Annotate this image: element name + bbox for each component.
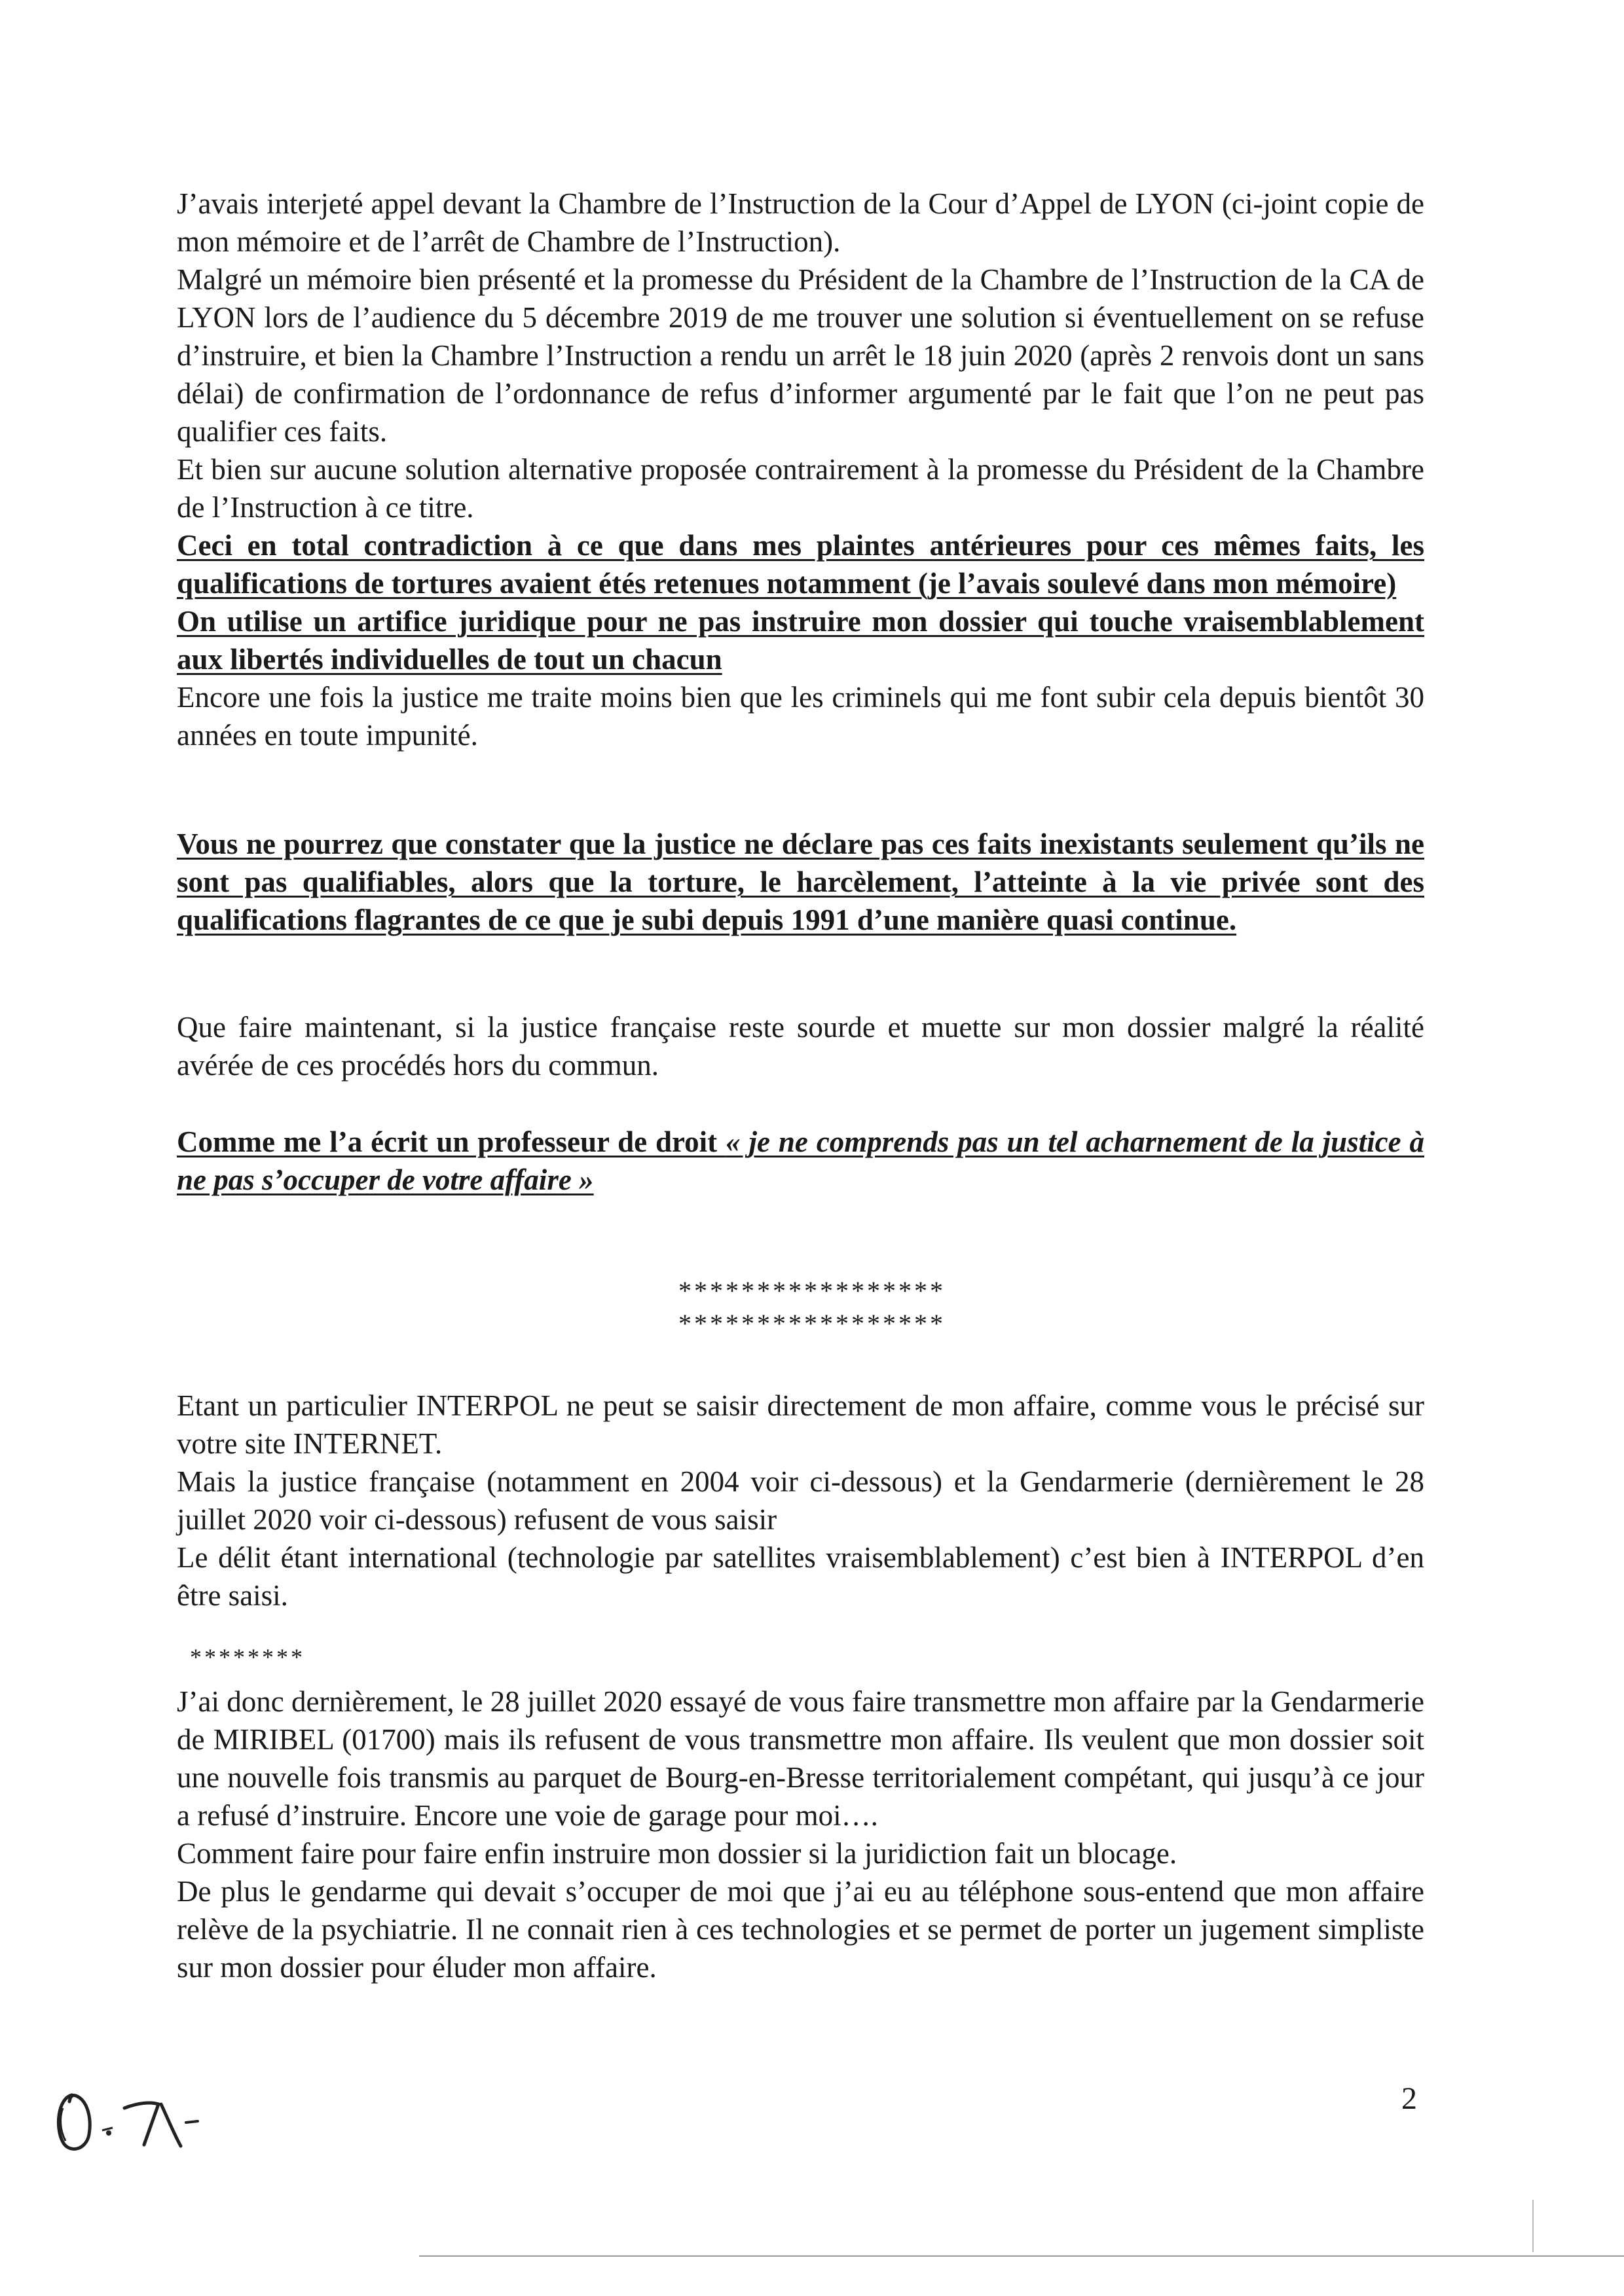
- separator-small-stars: ********: [190, 1644, 305, 1670]
- section-constat: [177, 825, 1424, 939]
- paragraph-professor-quote: [177, 1123, 1424, 1199]
- paragraph-blocage: Comment faire pour faire enfin instruire mon dossier si la juridiction fait un blocage.: [177, 1837, 1177, 1870]
- paragraph-que-faire: Que faire maintenant, si la justice française reste sourde et muette sur mon dossier malgré la réalité avérée de ces procédés hors du commun.: [177, 1011, 1424, 1082]
- paragraph-impunity: Encore une fois la justice me traite moins bien que les criminels qui me font subir cela depuis bientôt 30 années en toute impunité.: [177, 681, 1424, 752]
- paragraph-constat: Vous ne pourrez que constater que la justice ne déclare pas ces faits inexistants seulement qu’ils ne sont pas qualifiables, alors que la torture, le harcèlement, l’atteinte à la vie privée sont des qualifications flagrantes de ce que je subi depuis 1991 d’une manière quasi continue.: [177, 828, 1424, 936]
- paragraph-psychiatrie: De plus le gendarme qui devait s’occuper de moi que j’ai eu au téléphone sous-entend que mon affaire relève de la psychiatrie. Il ne connait rien à ces technologies et se permet de porter un jugement simpliste sur mon dossier pour éluder mon affaire.: [177, 1875, 1424, 1984]
- paragraph-international: Le délit étant international (technologie par satellites vraisemblablement) c’est bien à INTERPOL d’en être saisi.: [177, 1541, 1424, 1612]
- quote-text: « je ne comprends pas un tel acharnement de la justice à ne pas s’occuper de votre affaire »: [177, 1125, 1424, 1196]
- section-appeal: [177, 185, 1424, 754]
- section-que-faire: [177, 1008, 1424, 1084]
- quote-prefix: Comme me l’a écrit un professeur de droit: [177, 1125, 726, 1158]
- bottom-rule: [419, 2255, 1624, 2257]
- paragraph-contradiction: Ceci en total contradiction à ce que dans mes plaintes antérieures pour ces mêmes faits, les qualifications de tortures avaient étés retenues notamment (je l’avais soulevé dans mon mémoire): [177, 529, 1424, 600]
- paragraph-no-solution: Et bien sur aucune solution alternative proposée contrairement à la promesse du Président de la Chambre de l’Instruction à ce titre.: [177, 453, 1424, 524]
- paragraph-miribel: J’ai donc dernièrement, le 28 juillet 2020 essayé de vous faire transmettre mon affaire par la Gendarmerie de MIRIBEL (01700) mais ils refusent de vous transmettre mon affaire. Ils veulent que mon dossier soit une nouvelle fois transmis au parquet de Bourg-en-Bresse territorialement compétant, qui jusqu’à ce jour a refusé d’instruire. Encore une voie de garage pour moi….: [177, 1685, 1424, 1832]
- page-number: 2: [1401, 2081, 1417, 2116]
- separator-stars-2: *****************: [678, 1309, 946, 1338]
- section-miribel: [177, 1683, 1424, 1986]
- separator-stars-1: *****************: [678, 1276, 946, 1305]
- paragraph-appeal: J’avais interjeté appel devant la Chambre de l’Instruction de la Cour d’Appel de LYON (ci-joint copie de mon mémoire et de l’arrêt de Chambre de l’Instruction).: [177, 187, 1424, 258]
- paragraph-interpol: Etant un particulier INTERPOL ne peut se saisir directement de mon affaire, comme vous le précisé sur votre site INTERNET.: [177, 1389, 1424, 1460]
- handwritten-mark: [46, 2082, 216, 2164]
- paragraph-artifice: On utilise un artifice juridique pour ne pas instruire mon dossier qui touche vraisemblablement aux libertés individuelles de tout un chacun: [177, 605, 1424, 676]
- scan-mark: [1532, 2200, 1534, 2252]
- paragraph-gendarmerie: Mais la justice française (notamment en 2004 voir ci-dessous) et la Gendarmerie (dernièrement le 28 juillet 2020 voir ci-dessous) refusent de vous saisir: [177, 1465, 1424, 1536]
- paragraph-memoire: Malgré un mémoire bien présenté et la promesse du Président de la Chambre de l’Instruction de la CA de LYON lors de l’audience du 5 décembre 2019 de me trouver une solution si éventuellement on se refuse d’instruire, et bien la Chambre l’Instruction a rendu un arrêt le 18 juin 2020 (après 2 renvois dont un sans délai) de confirmation de l’ordonnance de refus d’informer argumenté par le fait que l’on ne peut pas qualifier ces faits.: [177, 263, 1424, 448]
- section-quote: [177, 1123, 1424, 1199]
- section-interpol: [177, 1387, 1424, 1614]
